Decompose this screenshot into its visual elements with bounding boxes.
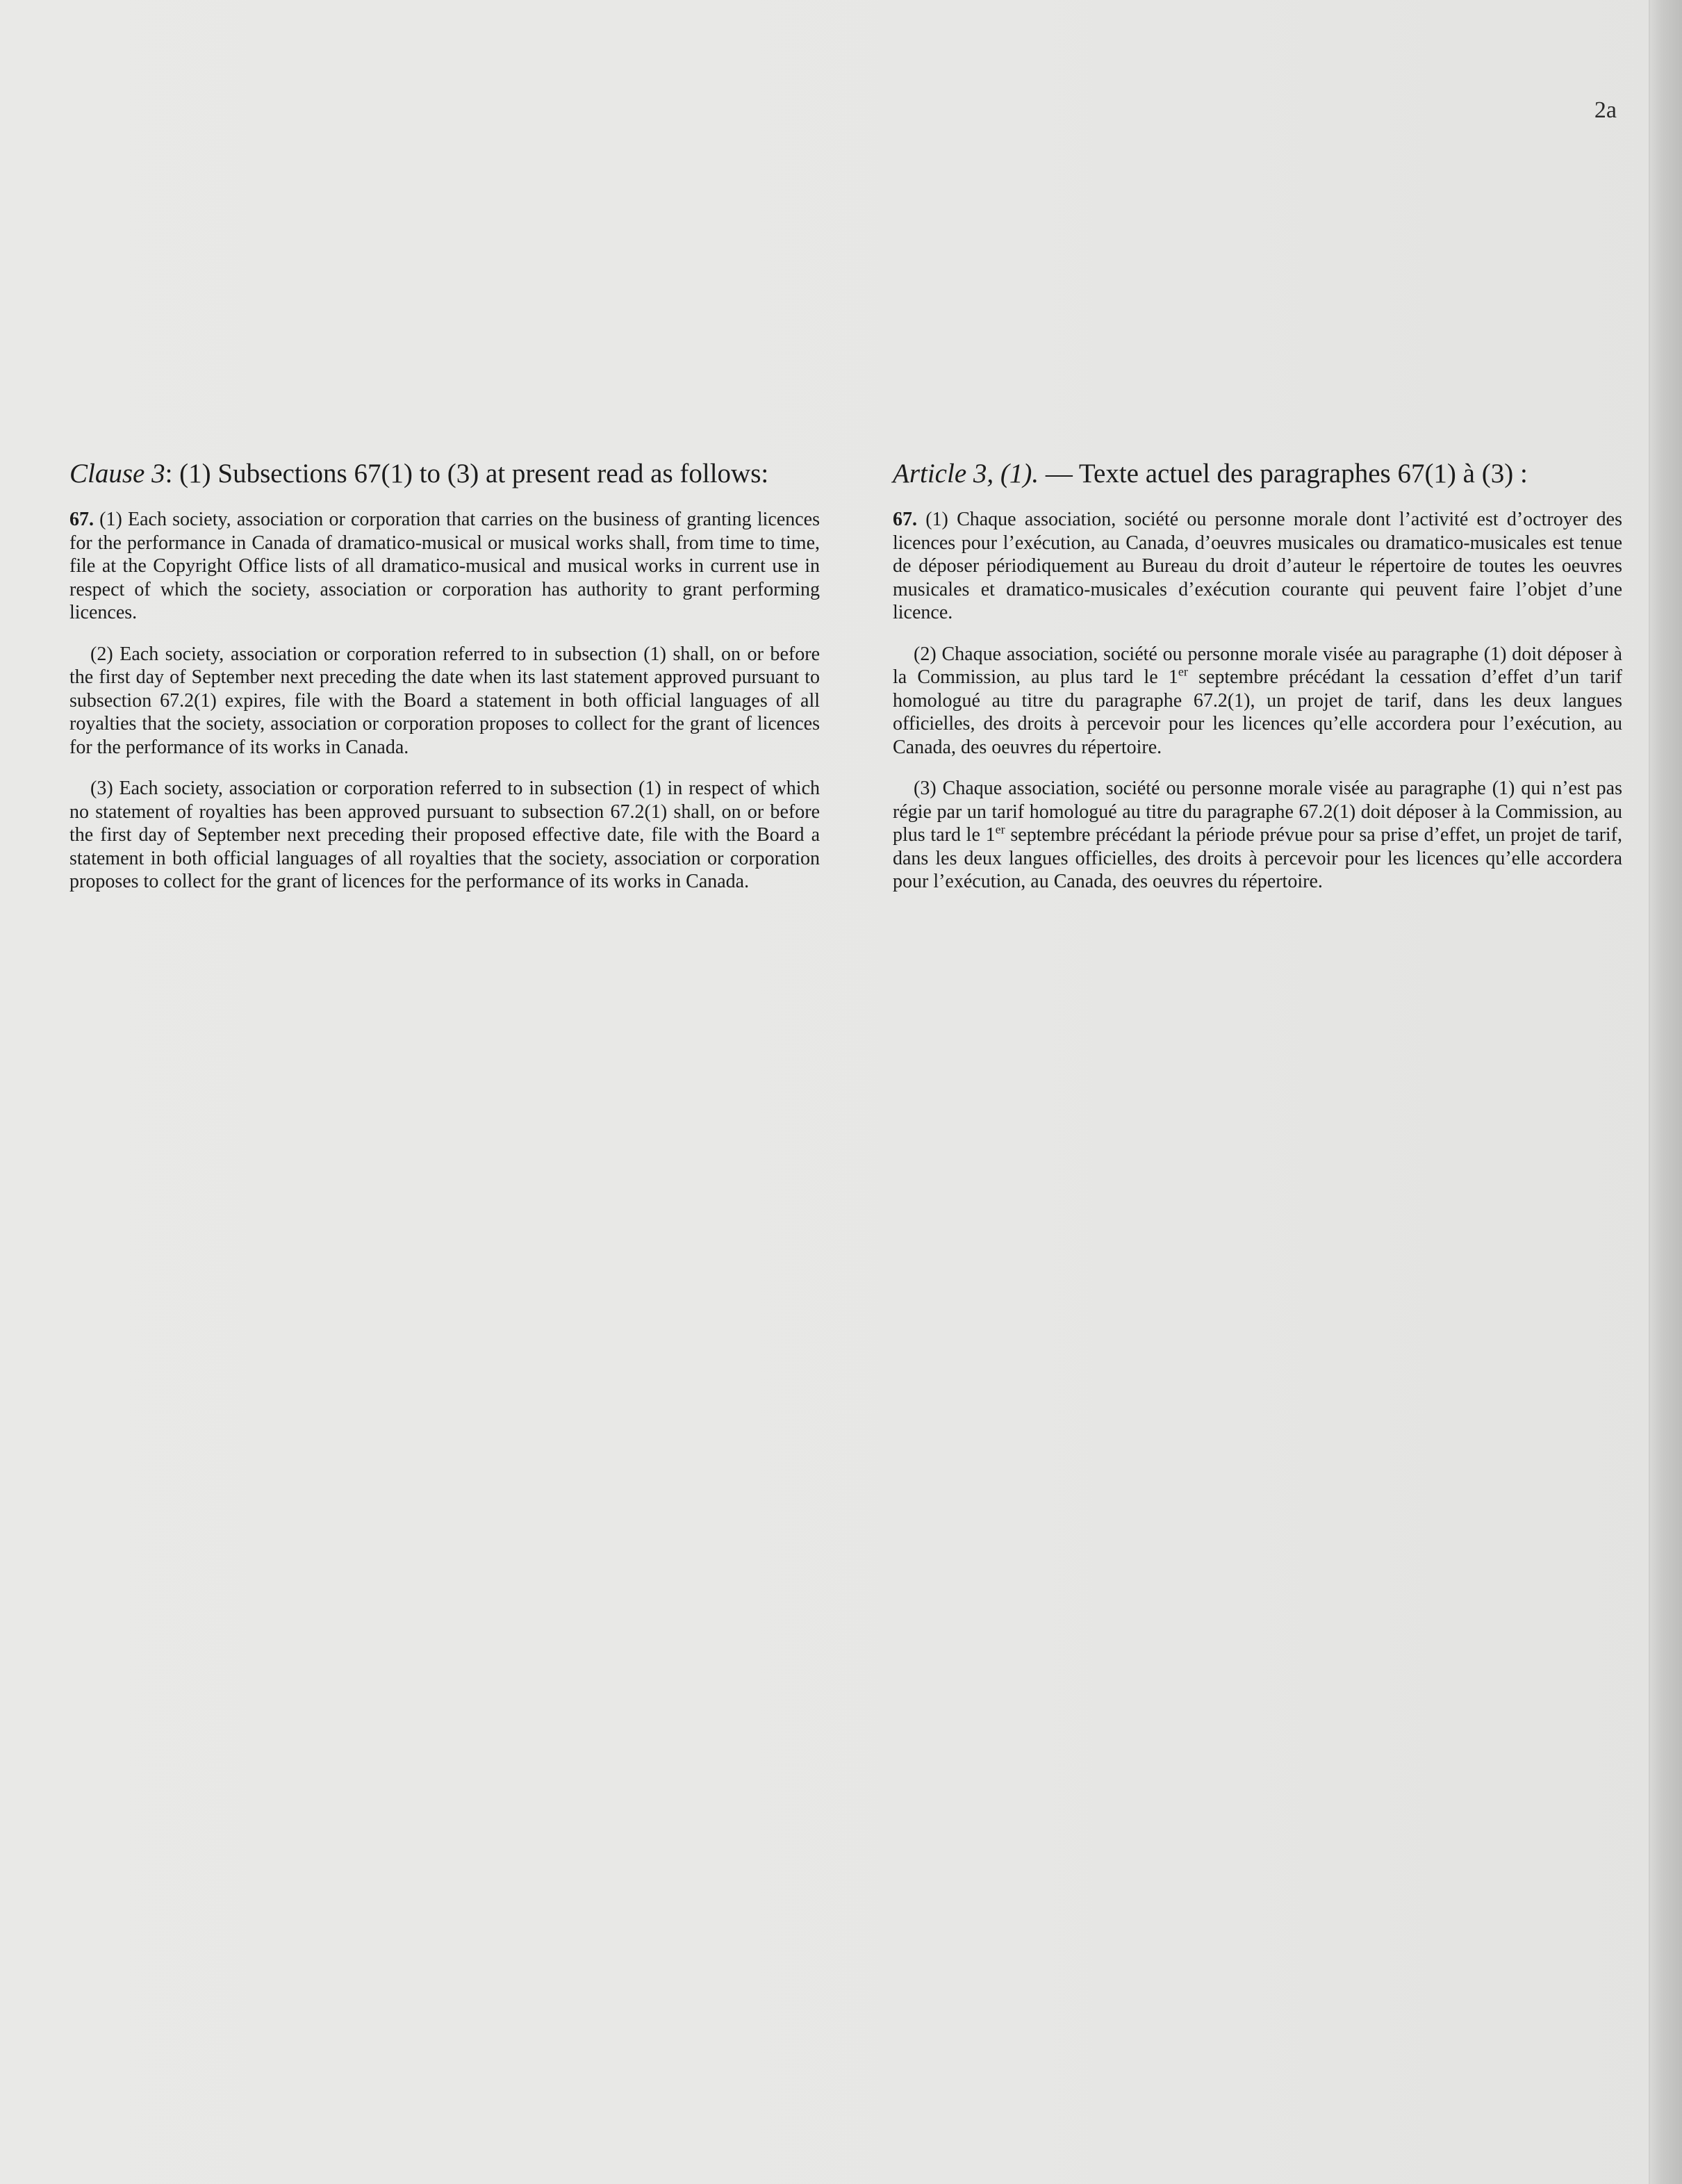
french-paragraph-3 bbox=[893, 777, 1622, 894]
french-paragraph-2 bbox=[893, 643, 1622, 760]
english-heading-lead: Clause 3 bbox=[69, 459, 165, 488]
page-number: 2a bbox=[1594, 97, 1617, 123]
french-heading-rest: — Texte actuel des paragraphes 67(1) à (3) : bbox=[1039, 459, 1528, 488]
english-paragraph-1-text: (1) Each society, association or corporation that carries on the business of granting licences for the performance in Canada of dramatico-musical or musical works shall, from time to time, file at the Copyright Office lists of all dramatico-musical and musical works in current use in respect of which the society, association or corporation has authority to grant performing licences. bbox=[69, 509, 820, 623]
french-section-number: 67. bbox=[893, 509, 917, 530]
english-column bbox=[69, 457, 820, 912]
english-paragraph-3: (3) Each society, association or corporation referred to in subsection (1) in respect of which no statement of royalties has been approved pursuant to subsection 67.2(1) shall, on or before the first day of September next preceding their proposed effective date, file with the Board a statement in both official languages of all royalties that the society, association or corporation proposes to collect for the grant of licences for the performance of its works in Canada. bbox=[69, 778, 820, 892]
french-paragraph-2-text-before: (2) Chaque association, société ou personne morale visée au paragraphe (1) doit déposer à la Commission, au plus tard le 1 bbox=[893, 643, 1622, 688]
french-paragraph-3-text-before: (3) Chaque association, société ou personne morale visée au paragraphe (1) qui n’est pas régie par un tarif homologué au titre du paragraphe 67.2(1) doit déposer à la Commission, au plus tard le 1 bbox=[893, 778, 1622, 846]
french-heading bbox=[893, 457, 1622, 490]
english-heading bbox=[69, 457, 820, 490]
french-column bbox=[893, 457, 1622, 912]
french-paragraph-3-superscript: er bbox=[995, 822, 1005, 837]
english-paragraph-1 bbox=[69, 508, 820, 625]
french-paragraph-2-superscript: er bbox=[1178, 664, 1188, 679]
english-heading-rest: : (1) Subsections 67(1) to (3) at present read as follows: bbox=[165, 459, 769, 488]
french-heading-lead: Article 3, (1). bbox=[893, 459, 1039, 488]
french-paragraph-3-text-after: septembre précédant la période prévue pour sa prise d’effet, un projet de tarif, dans les deux langues officielles, des droits à percevoir pour les licences qu’elle accordera pour l’exécution, au Canada, des oeuvres du répertoire. bbox=[893, 824, 1622, 892]
french-paragraph-2-text-after: septembre précédant la cessation d’effet d’un tarif homologué au titre du paragraphe 67.2(1), un projet de tarif, dans les deux langues officielles, des droits à percevoir pour les licences qu’elle accordera pour l’exécution, au Canada, des oeuvres du répertoire. bbox=[893, 666, 1623, 758]
english-paragraph-2: (2) Each society, association or corporation referred to in subsection (1) shall, on or before the first day of September next preceding the date when its last statement approved pursuant to subsection 67.2(1) expires, file with the Board a statement in both official languages of all royalties that the society, association or corporation proposes to collect for the grant of licences for the performance of its works in Canada. bbox=[69, 643, 820, 758]
french-paragraph-1 bbox=[893, 508, 1622, 625]
page-binding-edge bbox=[1649, 0, 1682, 2184]
french-paragraph-1-text: (1) Chaque association, société ou personne morale dont l’activité est d’octroyer des licences pour l’exécution, au Canada, d’oeuvres musicales ou dramatico-musicales est tenue de déposer périodiquement au Bureau du droit d’auteur le répertoire de toutes les oeuvres musicales et dramatico-musicales d’exécution courante qui peuvent faire l’objet d’une licence. bbox=[893, 509, 1622, 623]
english-section-number: 67. bbox=[69, 509, 94, 530]
